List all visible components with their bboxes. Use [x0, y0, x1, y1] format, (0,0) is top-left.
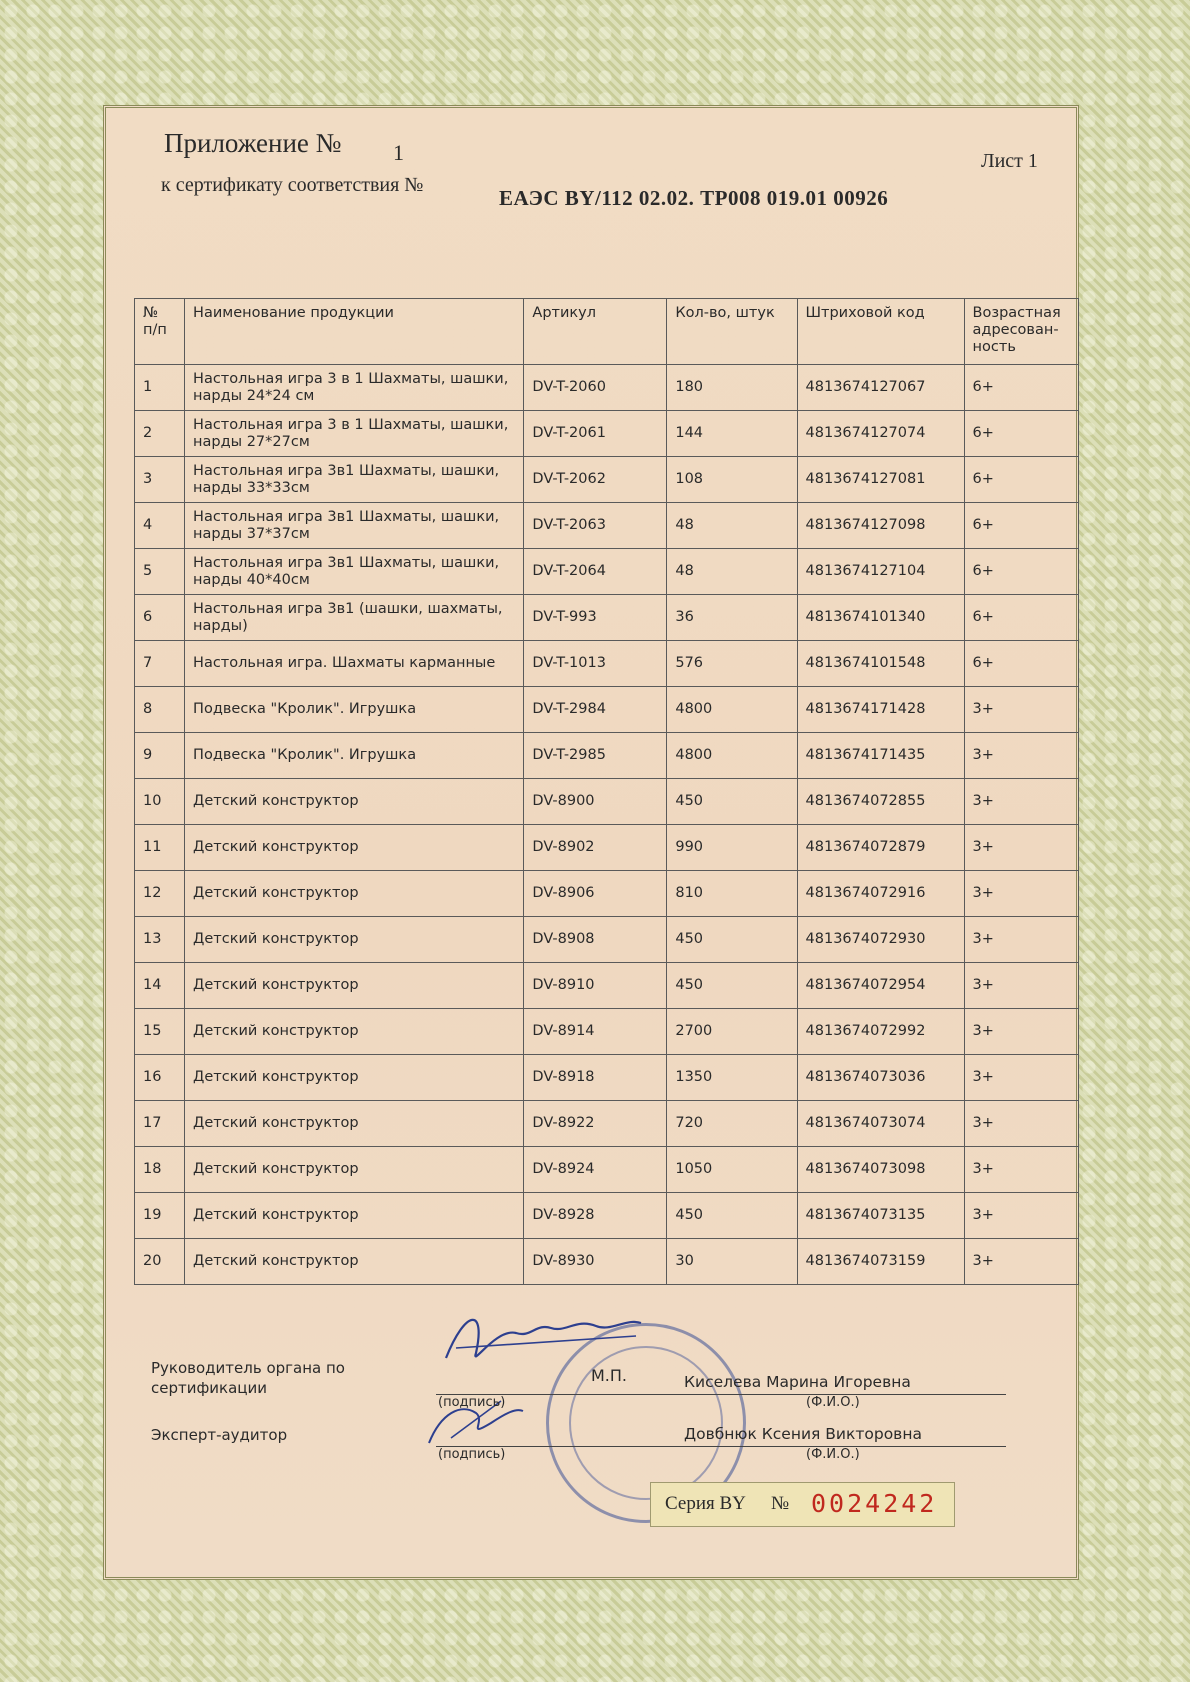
serial-number-sign: № — [771, 1493, 790, 1514]
cell-barcode: 4813674072992 — [797, 1009, 964, 1055]
cell-age: 6+ — [964, 457, 1078, 503]
cell-article: DV-T-2985 — [524, 733, 667, 779]
cell-age: 3+ — [964, 963, 1078, 1009]
cell-barcode: 4813674127104 — [797, 549, 964, 595]
cell-barcode: 4813674073098 — [797, 1147, 964, 1193]
cell-age: 6+ — [964, 411, 1078, 457]
cell-article: DV-8902 — [524, 825, 667, 871]
serial-label: Серия BY — [665, 1493, 746, 1514]
cell-age: 3+ — [964, 917, 1078, 963]
certificate-label: к сертификату соответствия № — [161, 174, 424, 196]
table-row — [135, 1055, 1079, 1101]
cell-article: DV-8924 — [524, 1147, 667, 1193]
cell-article: DV-8914 — [524, 1009, 667, 1055]
cell-qty: 36 — [667, 595, 797, 641]
cell-article: DV-T-2062 — [524, 457, 667, 503]
table-row — [135, 1193, 1079, 1239]
cell-age: 6+ — [964, 641, 1078, 687]
cell-qty: 2700 — [667, 1009, 797, 1055]
cell-barcode: 4813674101548 — [797, 641, 964, 687]
cell-n: 3 — [135, 457, 185, 503]
head-label: Руководитель органа по сертификации — [151, 1359, 345, 1397]
cell-age: 3+ — [964, 1193, 1078, 1239]
expert-name: Довбнюк Ксения Викторовна — [684, 1425, 922, 1443]
cell-name: Настольная игра 3 в 1 Шахматы, шашки, нарды 27*27см — [185, 411, 524, 457]
table-row — [135, 733, 1079, 779]
cell-barcode: 4813674171435 — [797, 733, 964, 779]
cell-n: 17 — [135, 1101, 185, 1147]
cell-article: DV-T-993 — [524, 595, 667, 641]
cell-barcode: 4813674101340 — [797, 595, 964, 641]
cell-qty: 4800 — [667, 733, 797, 779]
cell-n: 16 — [135, 1055, 185, 1101]
cell-barcode: 4813674072916 — [797, 871, 964, 917]
certificate-sheet — [103, 105, 1079, 1580]
cell-qty: 450 — [667, 1193, 797, 1239]
cell-name: Настольная игра 3в1 Шахматы, шашки, нарды 40*40см — [185, 549, 524, 595]
expert-name-caption: (Ф.И.О.) — [806, 1447, 860, 1462]
cell-article: DV-T-2984 — [524, 687, 667, 733]
cell-article: DV-T-2063 — [524, 503, 667, 549]
cell-age: 3+ — [964, 779, 1078, 825]
cell-name: Детский конструктор — [185, 1101, 524, 1147]
cell-age: 3+ — [964, 733, 1078, 779]
cell-n: 20 — [135, 1239, 185, 1285]
certificate-number: ЕАЭС BY/112 02.02. ТР008 019.01 00926 — [499, 186, 889, 210]
table-row — [135, 411, 1079, 457]
table-header-row — [135, 299, 1079, 365]
serial-box — [650, 1482, 955, 1527]
cell-name: Настольная игра. Шахматы карманные — [185, 641, 524, 687]
cell-qty: 4800 — [667, 687, 797, 733]
cell-article: DV-T-2060 — [524, 365, 667, 411]
cell-age: 3+ — [964, 1009, 1078, 1055]
serial-number: 0024242 — [811, 1489, 938, 1518]
table-row — [135, 549, 1079, 595]
stamp-place-label: М.П. — [591, 1366, 628, 1385]
cell-name: Детский конструктор — [185, 963, 524, 1009]
cell-n: 6 — [135, 595, 185, 641]
cell-barcode: 4813674073159 — [797, 1239, 964, 1285]
cell-age: 3+ — [964, 1239, 1078, 1285]
cell-qty: 1350 — [667, 1055, 797, 1101]
cell-article: DV-8900 — [524, 779, 667, 825]
cell-n: 18 — [135, 1147, 185, 1193]
cell-barcode: 4813674127067 — [797, 365, 964, 411]
cell-n: 7 — [135, 641, 185, 687]
cell-barcode: 4813674073135 — [797, 1193, 964, 1239]
table-row — [135, 825, 1079, 871]
cell-qty: 450 — [667, 963, 797, 1009]
cell-age: 3+ — [964, 871, 1078, 917]
table-body — [135, 365, 1079, 1285]
cell-n: 12 — [135, 871, 185, 917]
table-row — [135, 687, 1079, 733]
cell-article: DV-8922 — [524, 1101, 667, 1147]
cell-name: Настольная игра 3в1 Шахматы, шашки, нарды 37*37см — [185, 503, 524, 549]
cell-barcode: 4813674072879 — [797, 825, 964, 871]
head-name-caption: (Ф.И.О.) — [806, 1395, 860, 1410]
cell-name: Детский конструктор — [185, 1193, 524, 1239]
table-row — [135, 871, 1079, 917]
cell-article: DV-T-2064 — [524, 549, 667, 595]
expert-signature-caption: (подпись) — [438, 1447, 506, 1462]
cell-qty: 48 — [667, 503, 797, 549]
header-barcode: Штриховой код — [797, 299, 964, 365]
cell-name: Детский конструктор — [185, 917, 524, 963]
cell-barcode: 4813674072954 — [797, 963, 964, 1009]
cell-article: DV-T-1013 — [524, 641, 667, 687]
cell-barcode: 4813674127098 — [797, 503, 964, 549]
cell-article: DV-8928 — [524, 1193, 667, 1239]
cell-barcode: 4813674171428 — [797, 687, 964, 733]
cell-barcode: 4813674073036 — [797, 1055, 964, 1101]
cell-name: Подвеска "Кролик". Игрушка — [185, 687, 524, 733]
cell-name: Детский конструктор — [185, 871, 524, 917]
cell-barcode: 4813674072855 — [797, 779, 964, 825]
table-row — [135, 1009, 1079, 1055]
table-row — [135, 963, 1079, 1009]
cell-age: 3+ — [964, 1147, 1078, 1193]
expert-label: Эксперт-аудитор — [151, 1426, 288, 1444]
table-row — [135, 917, 1079, 963]
cell-article: DV-8930 — [524, 1239, 667, 1285]
cell-qty: 144 — [667, 411, 797, 457]
cell-name: Подвеска "Кролик". Игрушка — [185, 733, 524, 779]
cell-qty: 48 — [667, 549, 797, 595]
table-row — [135, 1239, 1079, 1285]
cell-name: Детский конструктор — [185, 1009, 524, 1055]
cell-qty: 990 — [667, 825, 797, 871]
cell-barcode: 4813674072930 — [797, 917, 964, 963]
expert-sign-line — [436, 1446, 1006, 1447]
cell-n: 2 — [135, 411, 185, 457]
header-qty: Кол-во, штук — [667, 299, 797, 365]
table-row — [135, 641, 1079, 687]
cell-name: Настольная игра 3 в 1 Шахматы, шашки, нарды 24*24 см — [185, 365, 524, 411]
cell-qty: 450 — [667, 917, 797, 963]
header-article: Артикул — [524, 299, 667, 365]
header-n: № п/п — [135, 299, 185, 365]
cell-n: 15 — [135, 1009, 185, 1055]
cell-age: 6+ — [964, 549, 1078, 595]
cell-qty: 450 — [667, 779, 797, 825]
cell-n: 8 — [135, 687, 185, 733]
cell-qty: 30 — [667, 1239, 797, 1285]
cell-name: Детский конструктор — [185, 1147, 524, 1193]
cell-qty: 1050 — [667, 1147, 797, 1193]
cell-n: 10 — [135, 779, 185, 825]
head-sign-line — [436, 1394, 1006, 1395]
cell-barcode: 4813674073074 — [797, 1101, 964, 1147]
table-row — [135, 779, 1079, 825]
cell-age: 3+ — [964, 1101, 1078, 1147]
cell-n: 9 — [135, 733, 185, 779]
cell-n: 14 — [135, 963, 185, 1009]
cell-qty: 576 — [667, 641, 797, 687]
sheet-label: Лист 1 — [981, 150, 1038, 172]
cell-qty: 108 — [667, 457, 797, 503]
table-row — [135, 595, 1079, 641]
cell-name: Детский конструктор — [185, 825, 524, 871]
cell-age: 6+ — [964, 503, 1078, 549]
cell-name: Детский конструктор — [185, 779, 524, 825]
cell-n: 13 — [135, 917, 185, 963]
appendix-number: 1 — [393, 140, 404, 165]
cell-n: 11 — [135, 825, 185, 871]
table-row — [135, 457, 1079, 503]
cell-name: Детский конструктор — [185, 1055, 524, 1101]
cell-age: 3+ — [964, 687, 1078, 733]
table-row — [135, 1147, 1079, 1193]
head-name: Киселева Марина Игоревна — [684, 1373, 911, 1391]
cell-n: 5 — [135, 549, 185, 595]
cell-age: 6+ — [964, 365, 1078, 411]
table-row — [135, 503, 1079, 549]
head-signature-caption: (подпись) — [438, 1395, 506, 1410]
cell-name: Настольная игра 3в1 (шашки, шахматы, нарды) — [185, 595, 524, 641]
cell-name: Настольная игра 3в1 Шахматы, шашки, нарды 33*33см — [185, 457, 524, 503]
cell-n: 19 — [135, 1193, 185, 1239]
cell-qty: 810 — [667, 871, 797, 917]
appendix-label: Приложение № — [164, 128, 342, 158]
cell-article: DV-8910 — [524, 963, 667, 1009]
header-name: Наименование продукции — [185, 299, 524, 365]
cell-name: Детский конструктор — [185, 1239, 524, 1285]
cell-article: DV-8918 — [524, 1055, 667, 1101]
cell-article: DV-8906 — [524, 871, 667, 917]
products-table — [134, 298, 1079, 1285]
table-row — [135, 365, 1079, 411]
cell-n: 4 — [135, 503, 185, 549]
cell-barcode: 4813674127074 — [797, 411, 964, 457]
cell-qty: 720 — [667, 1101, 797, 1147]
cell-age: 3+ — [964, 825, 1078, 871]
cell-article: DV-T-2061 — [524, 411, 667, 457]
header-age: Возрастная адресован-ность — [964, 299, 1078, 365]
cell-article: DV-8908 — [524, 917, 667, 963]
cell-qty: 180 — [667, 365, 797, 411]
cell-age: 3+ — [964, 1055, 1078, 1101]
cell-age: 6+ — [964, 595, 1078, 641]
cell-n: 1 — [135, 365, 185, 411]
table-row — [135, 1101, 1079, 1147]
cell-barcode: 4813674127081 — [797, 457, 964, 503]
